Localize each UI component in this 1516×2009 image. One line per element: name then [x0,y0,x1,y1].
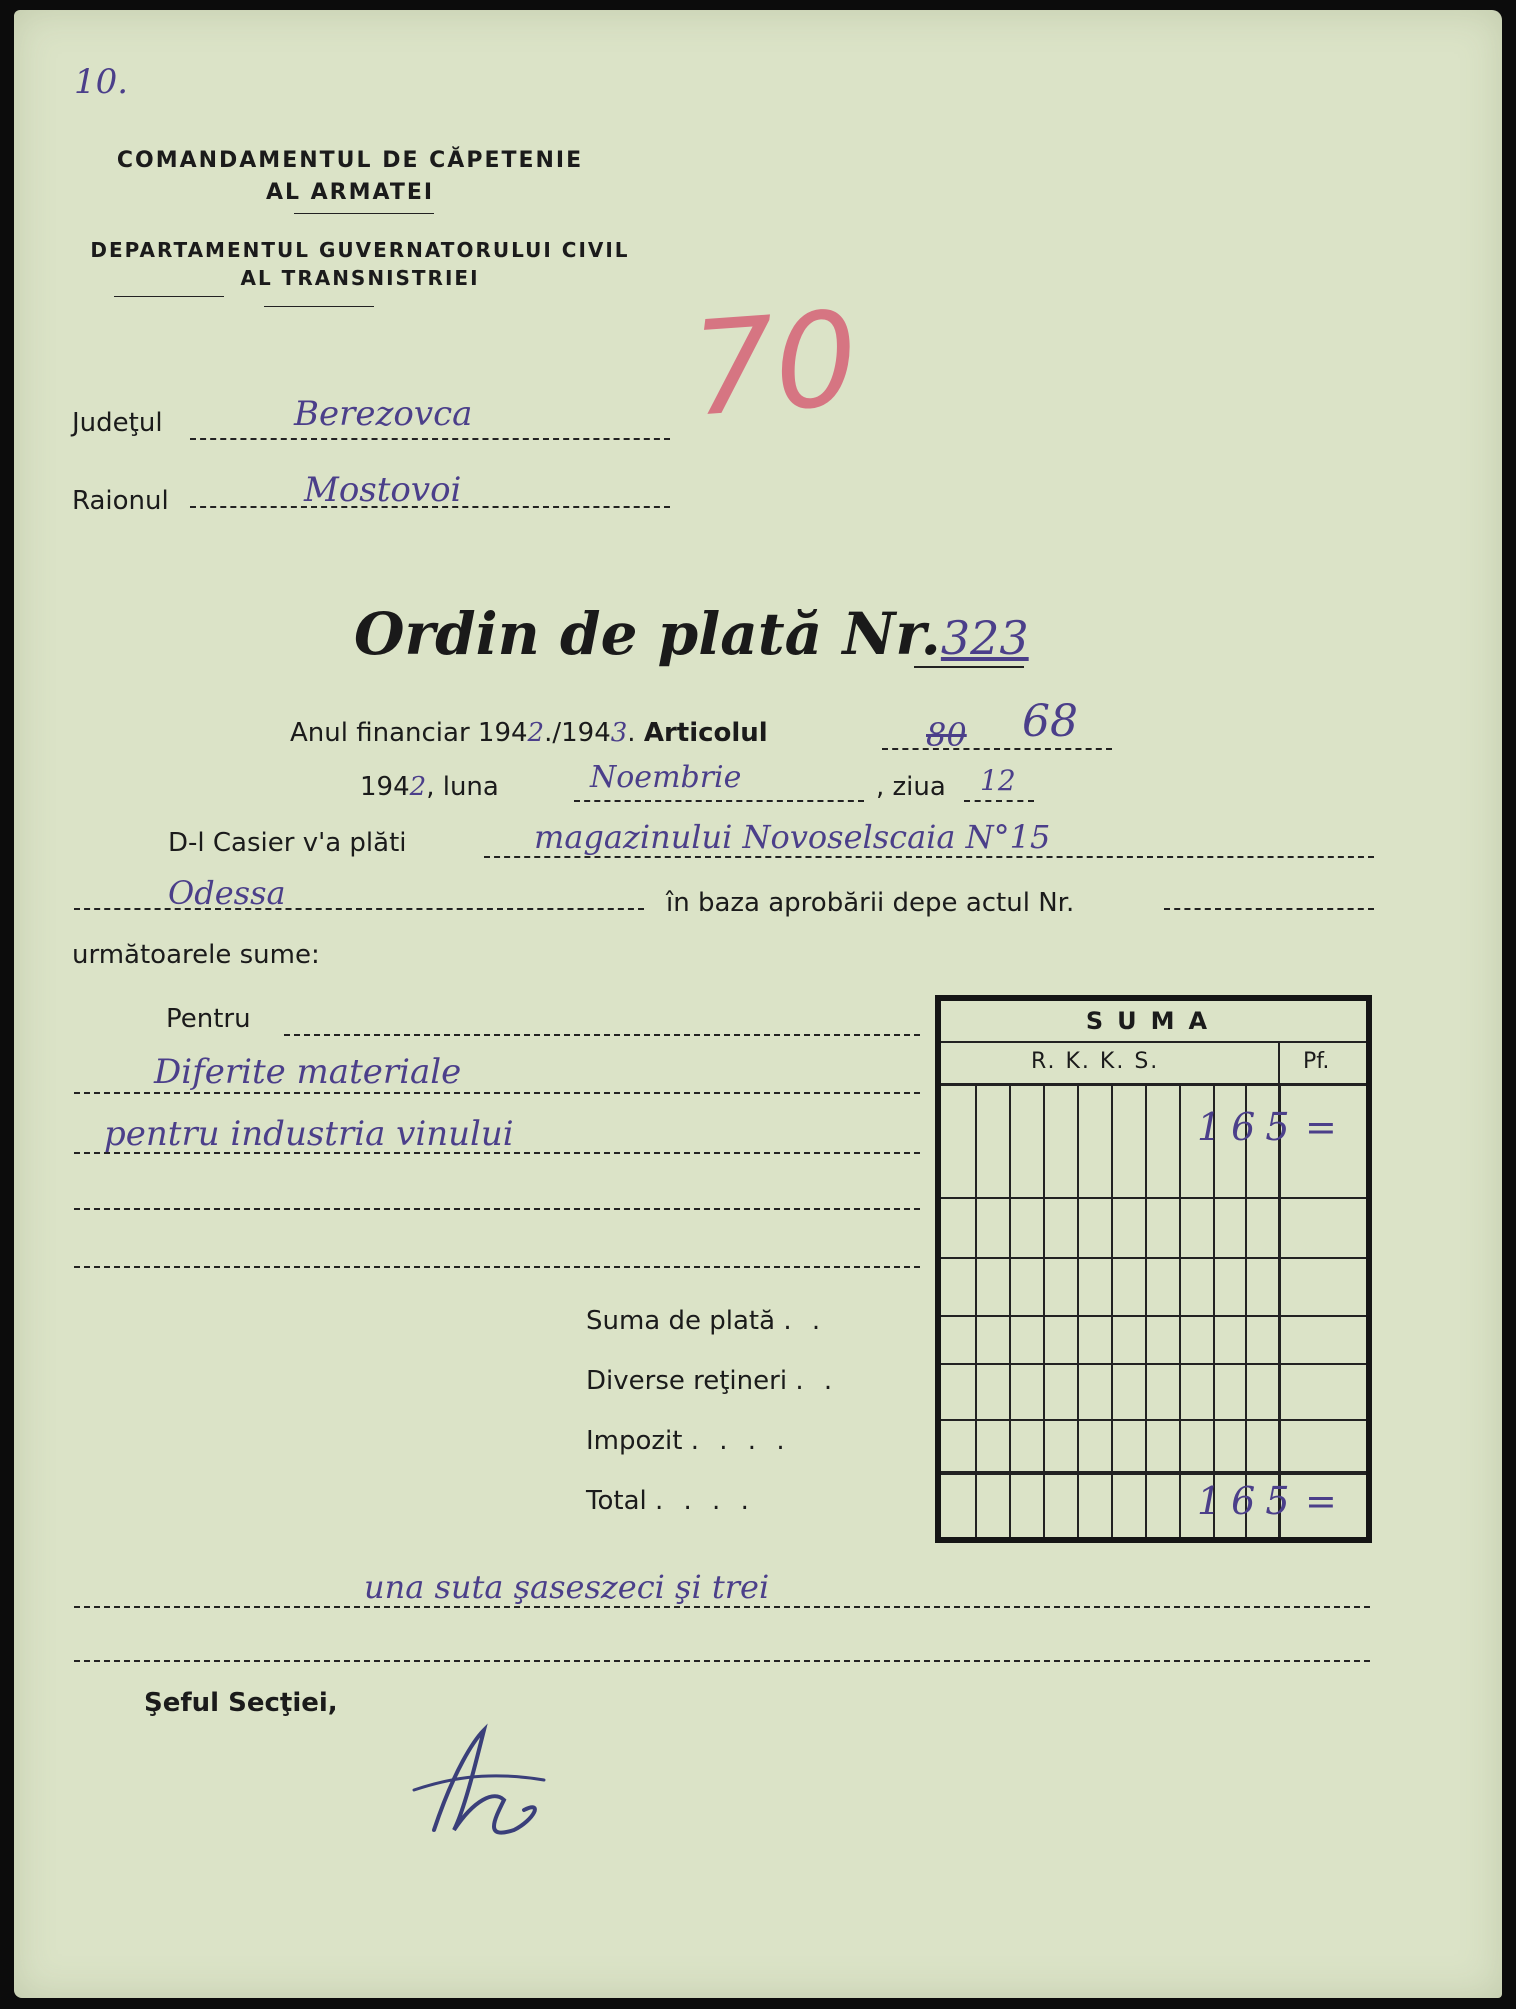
suma-header: SUMA [941,1001,1366,1043]
judet-value: Berezovca [294,394,473,434]
suma-col-line [1111,1083,1113,1537]
articol-line [882,748,1112,750]
luna-value: Noembrie [590,760,742,795]
year-separator: /194 [552,718,611,748]
raion-value: Mostovoi [304,470,462,510]
suma-row-line [941,1197,1366,1199]
diverse-dots: . . [795,1366,839,1396]
order-number: 323 [940,611,1029,665]
page-number: 10. [74,62,129,102]
suma-col-line [1213,1083,1215,1537]
impozit-label: Impozit [586,1426,683,1456]
header-underline-left [114,296,224,297]
suma-row-line [941,1257,1366,1259]
total-row [586,1486,755,1516]
aprobare-line [1164,908,1374,910]
title-text: Ordin de plată Nr. [354,600,941,668]
header-divider [294,213,434,214]
suma-sub-divider [1278,1041,1280,1083]
suma-col-line [1043,1083,1045,1537]
header-line4: AL TRANSNISTRIEI [240,266,480,290]
pentru-label: Pentru [166,1004,251,1034]
header-line2: AL ARMATEI [265,180,435,205]
document-page [14,10,1502,1998]
articol-value: 68 [1022,696,1078,747]
judet-label: Judeţul [72,408,163,438]
suma-total-line [941,1471,1366,1475]
suma-col-rkks: R. K. K. S. [1031,1049,1160,1074]
total-label: Total [586,1486,647,1516]
raion-label: Raionul [72,486,169,516]
suma-total-pf: = [1305,1479,1337,1523]
ziua-line [964,800,1034,802]
ziua-label: , ziua [876,772,946,802]
luna-line [574,800,864,802]
date-year-suffix: 2 [409,772,427,802]
pentru-line4-rule [74,1266,920,1268]
amount-words-rule [74,1606,1370,1608]
impozit-dots: . . . . [690,1426,791,1456]
year-line: Anul financiar 1942./1943. Articolul [290,718,768,748]
suma-col-pf-divider [1278,1083,1281,1537]
judet-line [190,438,670,440]
header-line3: DEPARTAMENTUL GUVERNATORULUI CIVIL [90,238,630,262]
suma-de-plata-dots: . . [783,1306,827,1336]
articol-old-value: 80 [926,716,967,754]
red-pencil-mark: 70 [686,282,863,446]
ziua-value: 12 [980,764,1016,797]
suma-subheader [941,1041,1366,1086]
suma-row1-pf: = [1305,1105,1337,1149]
luna-label: , luna [426,772,499,802]
suma-col-line [1077,1083,1079,1537]
pentru-line0 [284,1034,920,1036]
suma-col-line [1145,1083,1147,1537]
year1-suffix: 2 [527,718,545,748]
suma-table [935,995,1372,1543]
pentru-line1: Diferite materiale [154,1052,462,1092]
payee-line1: magazinului Novoselscaia N°15 [534,818,1051,856]
anul-financiar-label: Anul financiar [290,718,470,748]
pentru-line3-rule [74,1208,920,1210]
impozit-row [586,1426,791,1456]
suma-row-line [941,1363,1366,1365]
title-number-underline [914,666,1024,668]
payee-line2-rule [74,908,644,910]
casier-label: D-l Casier v'a plăti [168,828,407,858]
signature-image [394,1710,574,1860]
diverse-label: Diverse reţineri [586,1366,788,1396]
suma-de-plata-label: Suma de plată [586,1306,776,1336]
articol-label: Articolul [643,718,768,748]
document-title [354,600,1029,668]
suma-row-line [941,1419,1366,1421]
sef-label: Şeful Secţiei, [144,1688,338,1718]
amount-in-words: una suta şaseszeci şi trei [364,1568,770,1606]
suma-total-value: 165 [1197,1479,1300,1523]
pentru-line2: pentru industria vinului [104,1114,514,1154]
payee-line1-rule [484,856,1374,858]
aprobare-label: în baza aprobării depe actul Nr. [666,888,1075,918]
suma-row1-value: 165 [1197,1105,1300,1149]
pentru-line2-rule [74,1152,920,1154]
date-year-prefix: 194 [360,772,410,802]
suma-col-line [1179,1083,1181,1537]
suma-col-line [1245,1083,1247,1537]
suma-row-line [941,1315,1366,1317]
suma-col-line [1009,1083,1011,1537]
total-dots: . . . . [655,1486,755,1516]
diverse-row [586,1366,838,1396]
amount-words-rule2 [74,1660,1370,1662]
suma-col-line [975,1083,977,1537]
suma-col-pf: Pf. [1303,1049,1330,1074]
urmatoarele-label: următoarele sume: [72,940,320,970]
header-line1: COMANDAMENTUL DE CĂPETENIE [116,148,584,173]
header-underline-right [264,306,374,307]
year1-prefix: 194 [477,718,528,748]
year2-suffix: 3 [610,718,628,748]
pentru-line1-rule [74,1092,920,1094]
date-year [360,772,499,802]
payee-line2: Odessa [168,874,286,912]
suma-de-plata-row [586,1306,826,1336]
